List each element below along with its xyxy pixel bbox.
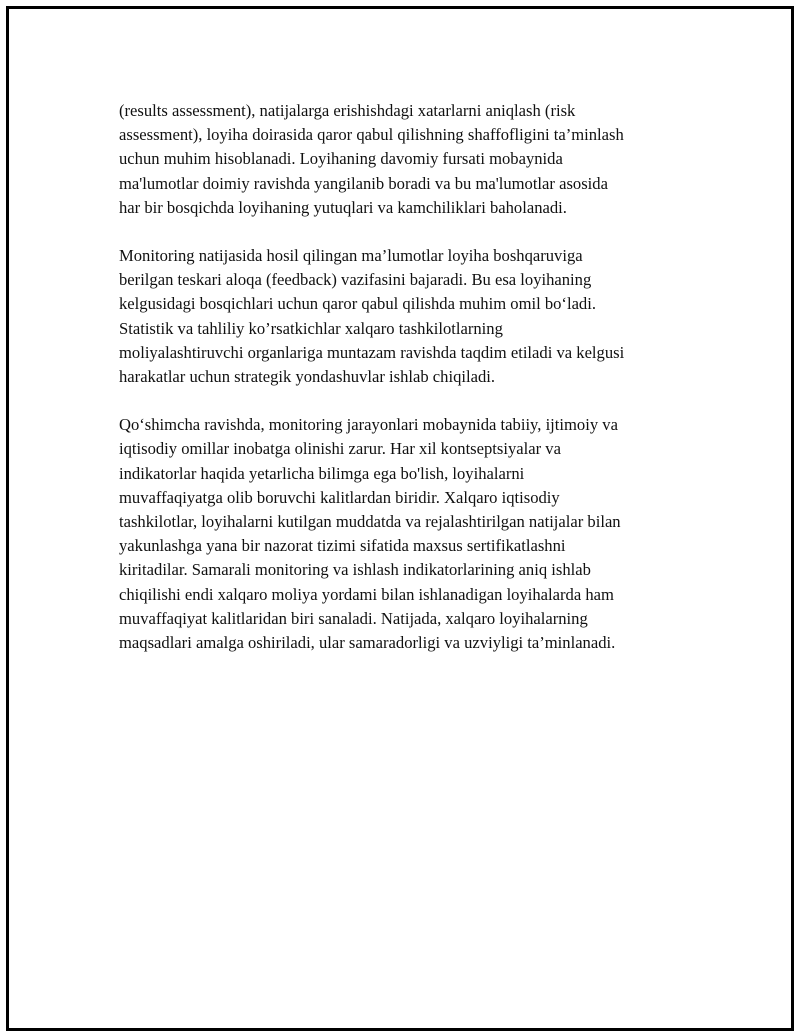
text-line: muvaffaqiyatga olib boruvchi kalitlardan biridir. Xalqaro iqtisodiy bbox=[119, 487, 560, 507]
text-line: Qo‘shimcha ravishda, monitoring jarayonlari mobaynida tabiiy, ijtimoiy va bbox=[119, 415, 618, 435]
text-line: (results assessment), natijalarga erishishdagi xatarlarni aniqlash (risk bbox=[119, 101, 576, 120]
text-line: Statistik va tahliliy ko’rsatkichlar xalqaro tashkilotlarning bbox=[119, 318, 503, 338]
text-line: indikatorlar haqida yetarlicha bilimga ega bo'lish, loyihalarni bbox=[119, 463, 525, 483]
text-line: yakunlashga yana bir nazorat tizimi sifatida maxsus sertifikatlashni bbox=[119, 536, 566, 556]
text-line: ma'lumotlar doimiy ravishda yangilanib boradi va bu ma'lumotlar asosida bbox=[119, 173, 608, 193]
text-line: har bir bosqichda loyihaning yutuqlari va kamchiliklari baholanadi. bbox=[119, 197, 567, 217]
text-line: maqsadlari amalga oshiriladi, ular samaradorligi va uzviyligi ta’minlanadi. bbox=[119, 633, 616, 653]
body-text bbox=[119, 99, 684, 679]
text-line: chiqilishi endi xalqaro moliya yordami bilan ishlanadigan loyihalarda ham bbox=[119, 584, 614, 604]
paragraph-1 bbox=[119, 99, 684, 220]
text-line: iqtisodiy omillar inobatga olinishi zarur. Har xil kontseptsiyalar va bbox=[119, 439, 561, 459]
text-line: tashkilotlar, loyihalarni kutilgan muddatda va rejalashtirilgan natijalar bilan bbox=[119, 512, 621, 532]
paragraph-2 bbox=[119, 244, 684, 389]
text-line: muvaffaqiyat kalitlaridan biri sanaladi. Natijada, xalqaro loyihalarning bbox=[119, 608, 588, 628]
page-frame bbox=[6, 6, 794, 1031]
text-line: moliyalashtiruvchi organlariga muntazam ravishda taqdim etiladi va kelgusi bbox=[119, 342, 625, 362]
text-line: berilgan teskari aloqa (feedback) vazifasini bajaradi. Bu esa loyihaning bbox=[119, 270, 592, 290]
text-line: kiritadilar. Samarali monitoring va ishlash indikatorlarining aniq ishlab bbox=[119, 560, 591, 580]
text-line: Monitoring natijasida hosil qilingan ma’lumotlar loyiha boshqaruviga bbox=[119, 246, 583, 266]
paragraph-3 bbox=[119, 413, 684, 655]
text-line: harakatlar uchun strategik yondashuvlar ishlab chiqiladi. bbox=[119, 367, 496, 387]
text-line: assessment), loyiha doirasida qaror qabul qilishning shaffofligini ta’minlash bbox=[119, 125, 624, 145]
text-line: uchun muhim hisoblanadi. Loyihaning davomiy fursati mobaynida bbox=[119, 149, 563, 169]
text-line: kelgusidagi bosqichlari uchun qaror qabul qilishda muhim omil bo‘ladi. bbox=[119, 294, 596, 314]
